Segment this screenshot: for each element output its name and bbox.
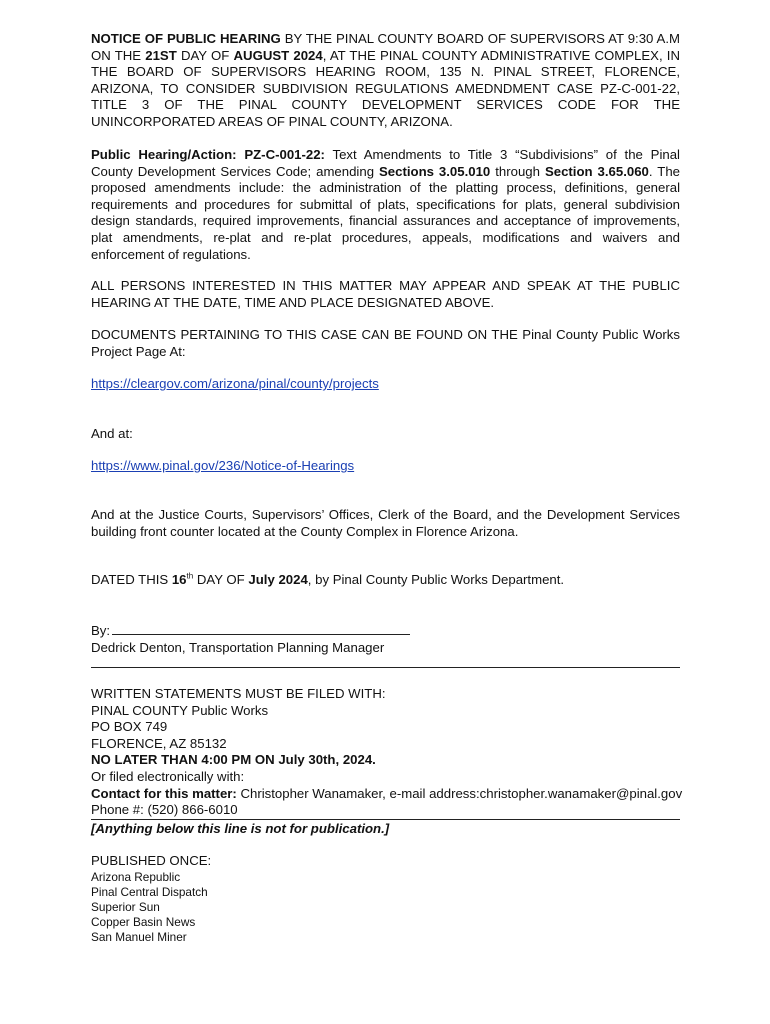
filing-electronic: Or filed electronically with: [91, 768, 245, 784]
published-heading: PUBLISHED ONCE: [91, 853, 212, 868]
notice-text: BY THE PINAL COUNTY BOARD OF SUPERVISORS AT 9:30 A.M ON THE [91, 31, 680, 63]
list-item: San Manuel Miner [91, 929, 187, 944]
outlet-list [91, 870, 680, 945]
signature-block [91, 622, 680, 656]
pinal-hearings-link[interactable]: https://www.pinal.gov/236/Notice-of-Hearings [91, 458, 355, 473]
not-for-publication [91, 821, 680, 838]
section-end: Section 3.65.060 [544, 163, 649, 179]
publication-separator [91, 819, 680, 820]
notice-text: , AT THE PINAL COUNTY ADMINISTRATIVE COMPLEX, IN THE BOARD OF SUPERVISORS HEARING ROOM, 135 N. PINAL STREET, FLORENCE, ARIZONA, TO CONSIDER SUBDIVISION REGULATIONS AMEDNDMENT CASE PZ-C-001-22, TITLE 3 OF THE PINAL COUNTY DEVELOPMENT SERVICES CODE FOR THE UNINCORPORATED AREAS OF PINAL COUNTY, ARIZONA. [91, 47, 680, 129]
notice-heading: NOTICE OF PUBLIC HEARING [91, 31, 281, 46]
not-for-publication-text: [Anything below this line is not for publication.] [91, 821, 390, 836]
and-at-text: And at: [91, 426, 133, 441]
filing-pobox: PO BOX 749 [91, 719, 168, 735]
hearing-text: . The proposed amendments include: the administration of the platting process, definitions, general requirements and procedures for submittal of plats, specifications for plats, general subdivision design standards, required improvements, financial assurances and acceptance of improvements, plat amendments, re-plat and re-plat procedures, appeals, modifications and waivers and enforcement of regulations. [91, 163, 680, 262]
and-at-wrap [91, 426, 680, 443]
dated-ordinal: th [186, 571, 194, 581]
hearing-text: through [490, 163, 545, 179]
dated-month: July 2024 [248, 572, 308, 587]
cleargov-link[interactable]: https://cleargov.com/arizona/pinal/county/projects [91, 376, 379, 391]
list-item: Pinal Central Dispatch [91, 884, 208, 899]
documents-text: DOCUMENTS PERTAINING TO THIS CASE CAN BE FOUND ON THE Pinal County Public Works Project Page At: [91, 327, 680, 359]
hearing-paragraph [91, 147, 680, 263]
notice-text: DAY OF [176, 47, 234, 63]
interested-paragraph [91, 278, 680, 311]
filing-deadline: NO LATER THAN 4:00 PM ON July 30th, 2024. [91, 752, 376, 768]
list-item: Arizona Republic [91, 869, 181, 884]
filing-heading: WRITTEN STATEMENTS MUST BE FILED WITH: [91, 686, 386, 701]
dated-text: DATED THIS [91, 572, 172, 587]
documents-paragraph [91, 327, 680, 360]
separator-line [91, 667, 680, 668]
contact-phone: Phone #: (520) 866-6010 [91, 802, 238, 818]
hearing-month: AUGUST 2024 [233, 47, 323, 63]
contact-text: Christopher Wanamaker, e-mail address:christopher.wanamaker@pinal.gov [236, 785, 683, 801]
hearing-label: Public Hearing/Action: PZ-C-001-22: [91, 147, 325, 162]
signature-line [112, 622, 410, 635]
section-start: Sections 3.05.010 [379, 163, 491, 179]
dated-text: DAY OF [193, 572, 249, 587]
filing-agency: PINAL COUNTY Public Works [91, 702, 269, 718]
list-item: Superior Sun [91, 899, 160, 914]
justice-paragraph [91, 507, 680, 540]
published-block [91, 853, 680, 945]
dated-day: 16 [171, 572, 187, 587]
dated-text: , by Pinal County Public Works Department. [307, 572, 565, 587]
by-label: By: [91, 623, 111, 638]
filing-block [91, 686, 683, 819]
signer-name: Dedrick Denton, Transportation Planning Manager [91, 639, 385, 655]
link-cleargov-wrap [91, 376, 680, 393]
contact-label: Contact for this matter: [91, 785, 237, 801]
list-item: Copper Basin News [91, 914, 196, 929]
justice-text: And at the Justice Courts, Supervisors’ Offices, Clerk of the Board, and the Development Services building front counter located at the County Complex in Florence Arizona. [91, 507, 680, 539]
hearing-day: 21ST [145, 47, 177, 63]
hearing-text: Text Amendments to Title 3 “Subdivisions” of the Pinal County Development Services Code; amending [91, 147, 680, 179]
interested-text: ALL PERSONS INTERESTED IN THIS MATTER MAY APPEAR AND SPEAK AT THE PUBLIC HEARING AT THE DATE, TIME AND PLACE DESIGNATED ABOVE. [91, 278, 680, 310]
link-pinal-wrap [91, 458, 680, 475]
filing-city: FLORENCE, AZ 85132 [91, 735, 227, 751]
dated-line [91, 572, 680, 589]
notice-paragraph [91, 31, 680, 131]
